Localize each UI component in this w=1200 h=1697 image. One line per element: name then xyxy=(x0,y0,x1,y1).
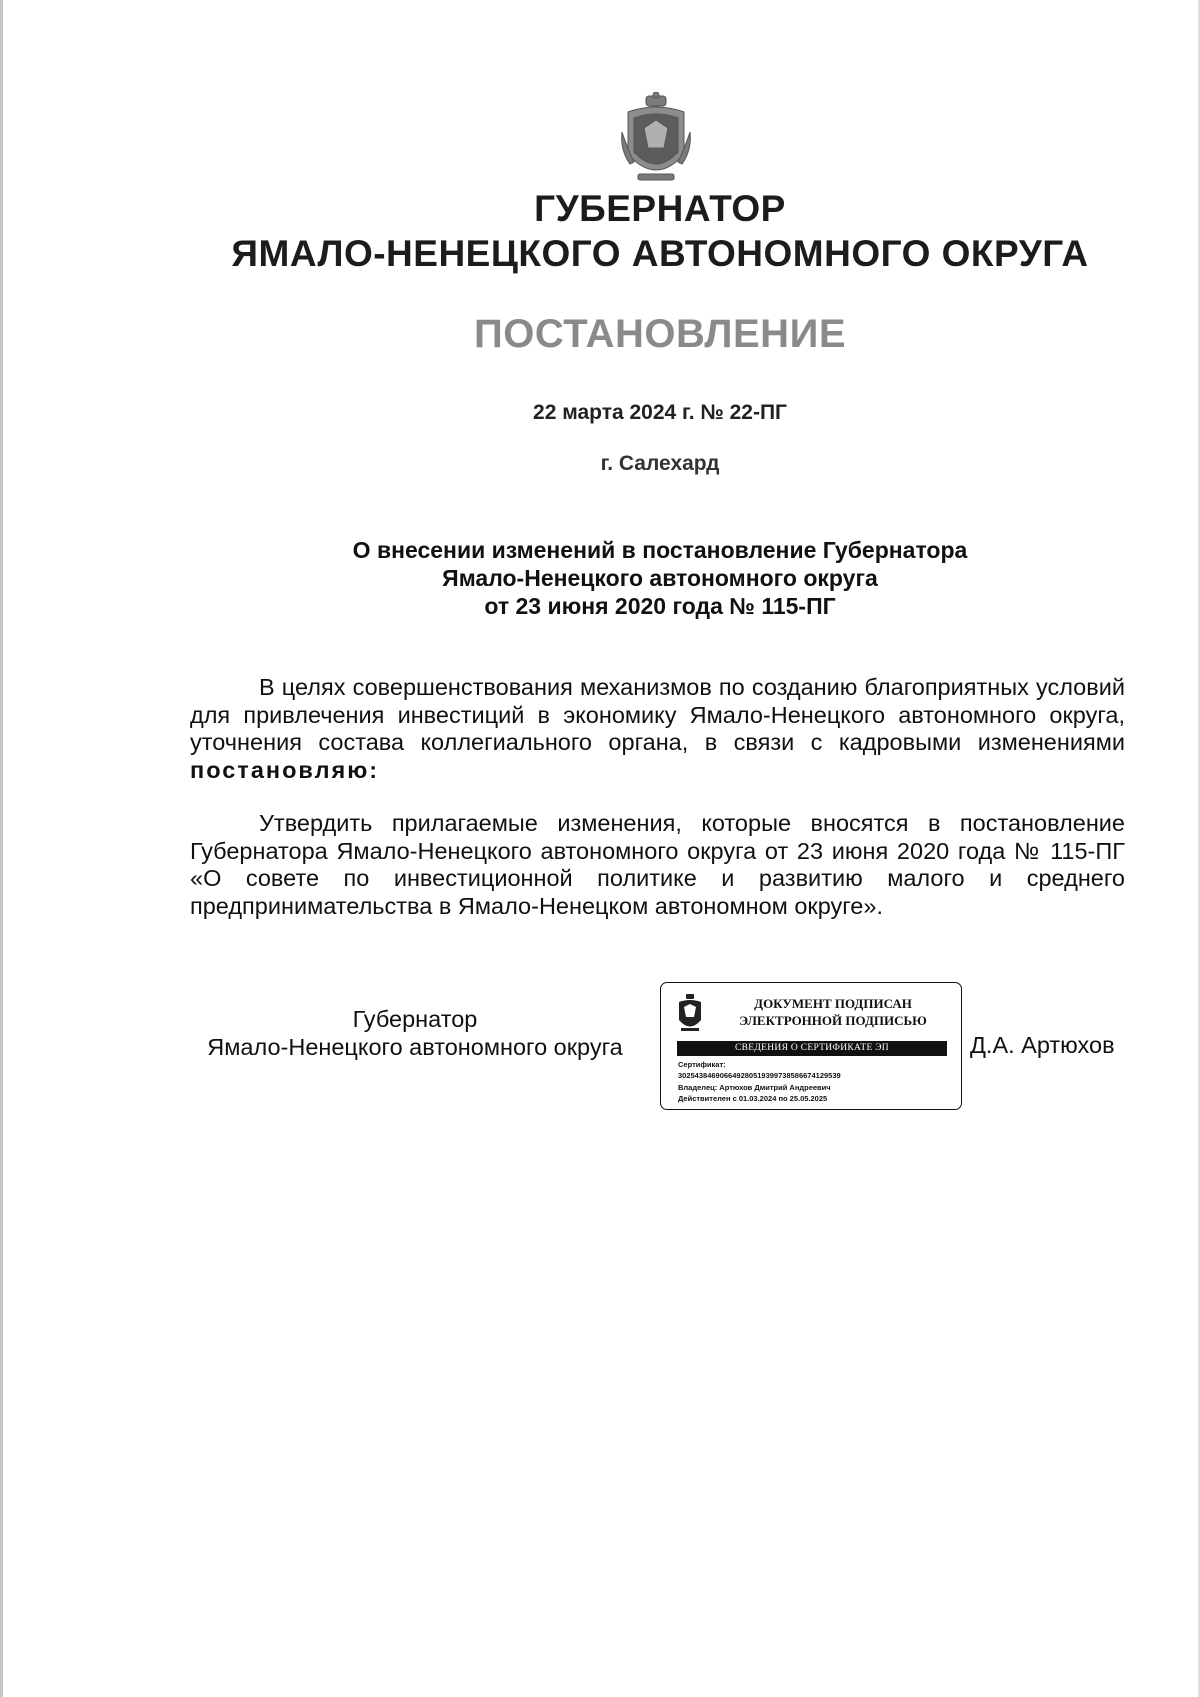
stamp-heading xyxy=(713,995,953,1029)
document-city: г. Салехард xyxy=(600,452,720,475)
coat-of-arms-icon xyxy=(675,993,705,1033)
header-title-line2: ЯМАЛО-НЕНЕЦКОГО АВТОНОМНОГО ОКРУГА xyxy=(231,233,1089,274)
stamp-cert-number: 3025438469066492805193997385866741295​39 xyxy=(678,1071,841,1080)
signatory-position xyxy=(190,1005,640,1061)
electronic-signature-stamp xyxy=(660,982,962,1110)
subject-line: О внесении изменений в постановление Губернатора xyxy=(352,537,968,563)
signatory-position-line2: Ямало-Ненецкого автономного округа xyxy=(207,1034,623,1060)
stamp-heading-line2: ЭЛЕКТРОННОЙ ПОДПИСЬЮ xyxy=(739,1013,927,1028)
stamp-owner: Владелец: Артюхов Дмитрий Андреевич xyxy=(678,1083,831,1092)
header-title-line1: ГУБЕРНАТОР xyxy=(534,188,786,229)
stamp-validity: Действителен с 01.03.2024 по 25.05.2025 xyxy=(678,1094,828,1103)
signatory-name: Д.А. Артюхов xyxy=(970,1032,1115,1058)
stamp-certificate-bar: СВЕДЕНИЯ О СЕРТИФИКАТЕ ЭП xyxy=(677,1041,947,1056)
signatory-position-line1: Губернатор xyxy=(352,1006,478,1032)
resolution-keyword: постановляю: xyxy=(190,756,380,783)
coat-of-arms-icon xyxy=(620,92,692,186)
subject-line: Ямало-Ненецкого автономного округа xyxy=(442,565,878,591)
paragraph-text: В целях совершенствования механизмов по созданию благоприятных условий для привлечения инвестиций в экономику Ямало-Ненецкого автономного округа, уточнения состава коллегиального органа, в связи с кадровыми изменениями xyxy=(190,674,1125,755)
stamp-heading-line1: ДОКУМЕНТ ПОДПИСАН xyxy=(754,996,912,1011)
body-paragraph-2 xyxy=(190,810,1125,920)
subject-line: от 23 июня 2020 года № 115-ПГ xyxy=(484,593,836,619)
document-dateline: 22 марта 2024 г. № 22-ПГ xyxy=(533,401,787,424)
document-subject xyxy=(300,536,1020,620)
body-paragraph-1 xyxy=(190,674,1125,784)
paragraph-text: Утвердить прилагаемые изменения, которые вносятся в постановление Губернатора Ямало-Ненецкого автономного округа от 23 июня 2020 года № 115-ПГ «О совете по инвестиционной политике и развитию малого и среднего предпринимательства в Ямало-Ненецком автономном округе». xyxy=(190,810,1125,919)
stamp-cert-label: Сертификат: xyxy=(678,1060,726,1069)
document-type: ПОСТАНОВЛЕНИЕ xyxy=(473,312,846,356)
